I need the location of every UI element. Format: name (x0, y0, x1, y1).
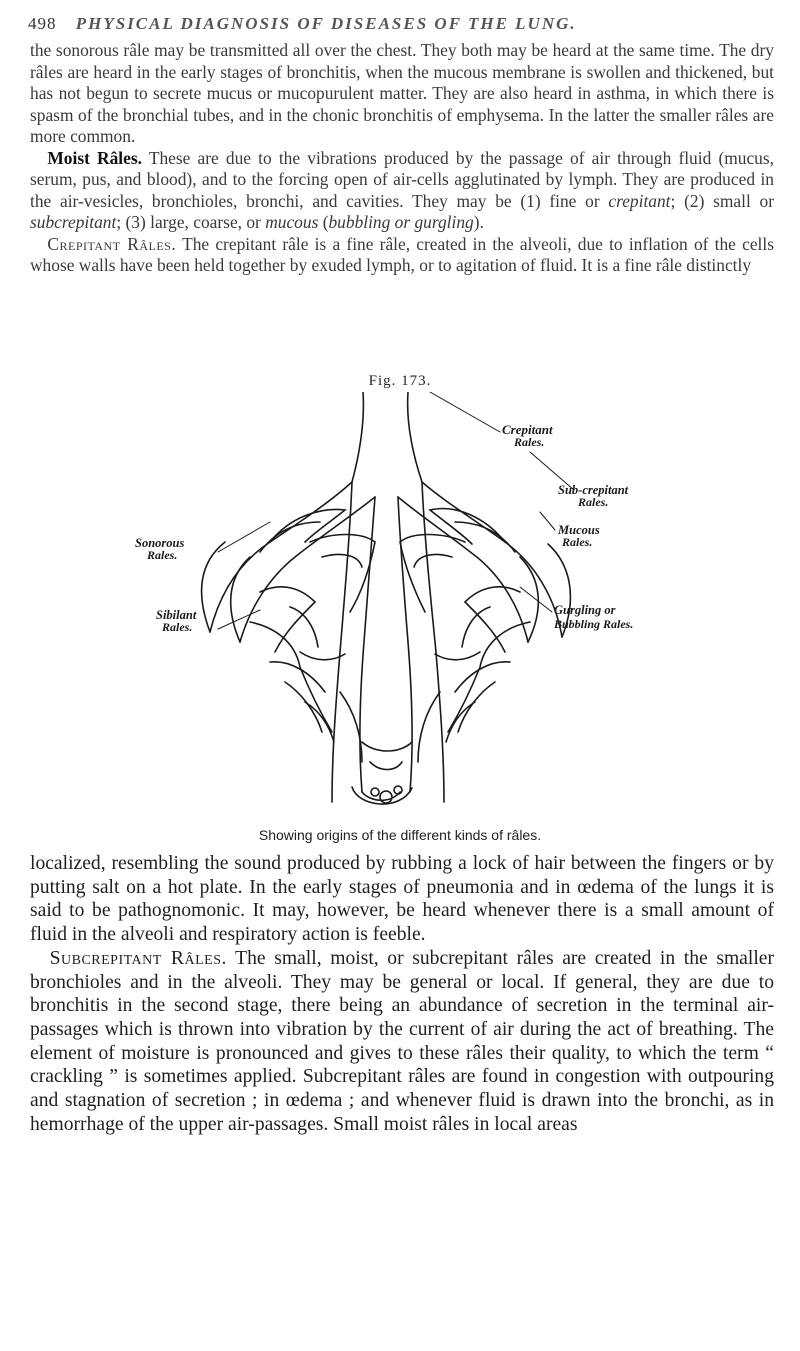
callout-sibilant-line2: Rales. (162, 620, 193, 634)
callout-mucous-line1: Mucous (558, 523, 600, 537)
bronchial-tree-figure (100, 392, 700, 812)
callout-sonorous-line2: Rales. (147, 548, 178, 562)
paragraph-dry-rales: the sonorous râle may be transmitted all over the chest. They both may be heard at the same time. The dry râles are heard in the early stages of bronchitis, when the mucous membrane is swollen and thickened, but has not begun to secrete mucus or mucopurulent matter. They are also heard in asthma, in which there is spasm of the bronchial tubes, and in the chonic bronchitis of emphysema. In the latter the smaller râles are more common. (30, 40, 774, 146)
running-title: PHYSICAL DIAGNOSIS OF DISEASES OF THE LUNG. (75, 14, 577, 33)
term-crepitant: crepitant (608, 190, 671, 211)
callout-gurgling-line2: Bubbling Rales. (554, 617, 634, 631)
callout-mucous-line2: Rales. (562, 535, 593, 549)
bronchial-tree-lines (202, 392, 574, 804)
page-number: 498 (28, 14, 57, 33)
paragraph-moist-rales (30, 148, 774, 234)
callout-sibilant-line1: Sibilant (156, 608, 197, 622)
figure-label: Fig. 173. (368, 373, 432, 389)
running-header (28, 14, 728, 34)
paragraph-crepitant-continued: localized, resembling the sound produced by rubbing a lock of hair between the fingers or by putting salt on a hot plate. In the early stages of pneumonia and in œdema of the lungs it is said to be pathognomonic. It may, however, be heard whenever there is a small amount of fluid in the alveoli and respiratory action is feeble. (30, 853, 774, 946)
term-mucous: mucous (265, 212, 319, 232)
term-bubbling: bubbling or gurgling (328, 212, 474, 232)
callout-gurgling-line1: Gurgling or (554, 603, 616, 617)
text-run: ; (2) small or (670, 190, 774, 211)
paragraph-crepitant-rales (30, 234, 774, 277)
bronchial-tree-illustration (100, 392, 700, 812)
upper-text-block (30, 40, 774, 277)
text-run: These are due to the vibrations produced by the passage of air through fluid (mucus, serum, pus, and blood), and to the forcing open of air-cells agglutinated by lymph. They are produced in the air-vesicles, bronchioles, bronchi, and cavities. They may be (1) fine or (30, 147, 774, 211)
callout-crepitant-line2: Rales. (514, 435, 545, 449)
heading-subcrepitant-rales: Subcrepitant Râles. (49, 947, 227, 969)
text-run: ; (3) large, coarse, or (116, 212, 266, 232)
heading-crepitant-rales: Crepitant Râles. (47, 233, 177, 254)
heading-moist-rales: Moist Râles. (47, 147, 142, 168)
text-run: ( (318, 212, 329, 232)
text-run: ). (473, 212, 484, 232)
text-run: The small, moist, or subcrepitant râles are created in the smaller bronchioles and in the alveoli. They may be general or local. If general, they are due to bronchitis in the second stage, there being an abundance of secretion in the terminal air-passages which is thrown into vibration by the current of air during the act of breathing. The element of moisture is pronounced and gives to these râles their quality, to which the term “ crackling ” is sometimes applied. Subcrepitant râles are found in congestion with outpouring and stagnation of secretion ; in œdema ; and whenever fluid is drawn into the bronchi, as in hemorrhage of the upper air-passages. Small moist râles in local areas (30, 947, 774, 1135)
callout-subcrepitant-line2: Rales. (578, 495, 609, 509)
term-subcrepitant: subcrepitant (30, 212, 117, 232)
lower-text-block (30, 852, 774, 1136)
figure-caption: Showing origins of the different kinds of râles. (258, 827, 542, 843)
callout-sonorous-line1: Sonorous (135, 536, 185, 550)
text-run: The crepitant râle is a fine râle, created in the alveoli, due to inflation of the cells whose walls have been held together by exuded lymph, or to agitation of fluid. It is a fine râle distinctly (30, 233, 774, 275)
callout-subcrepitant-line1: Sub-crepitant (558, 483, 629, 497)
paragraph-subcrepitant-rales (30, 947, 774, 1137)
callout-crepitant-line1: Crepitant (502, 422, 553, 437)
